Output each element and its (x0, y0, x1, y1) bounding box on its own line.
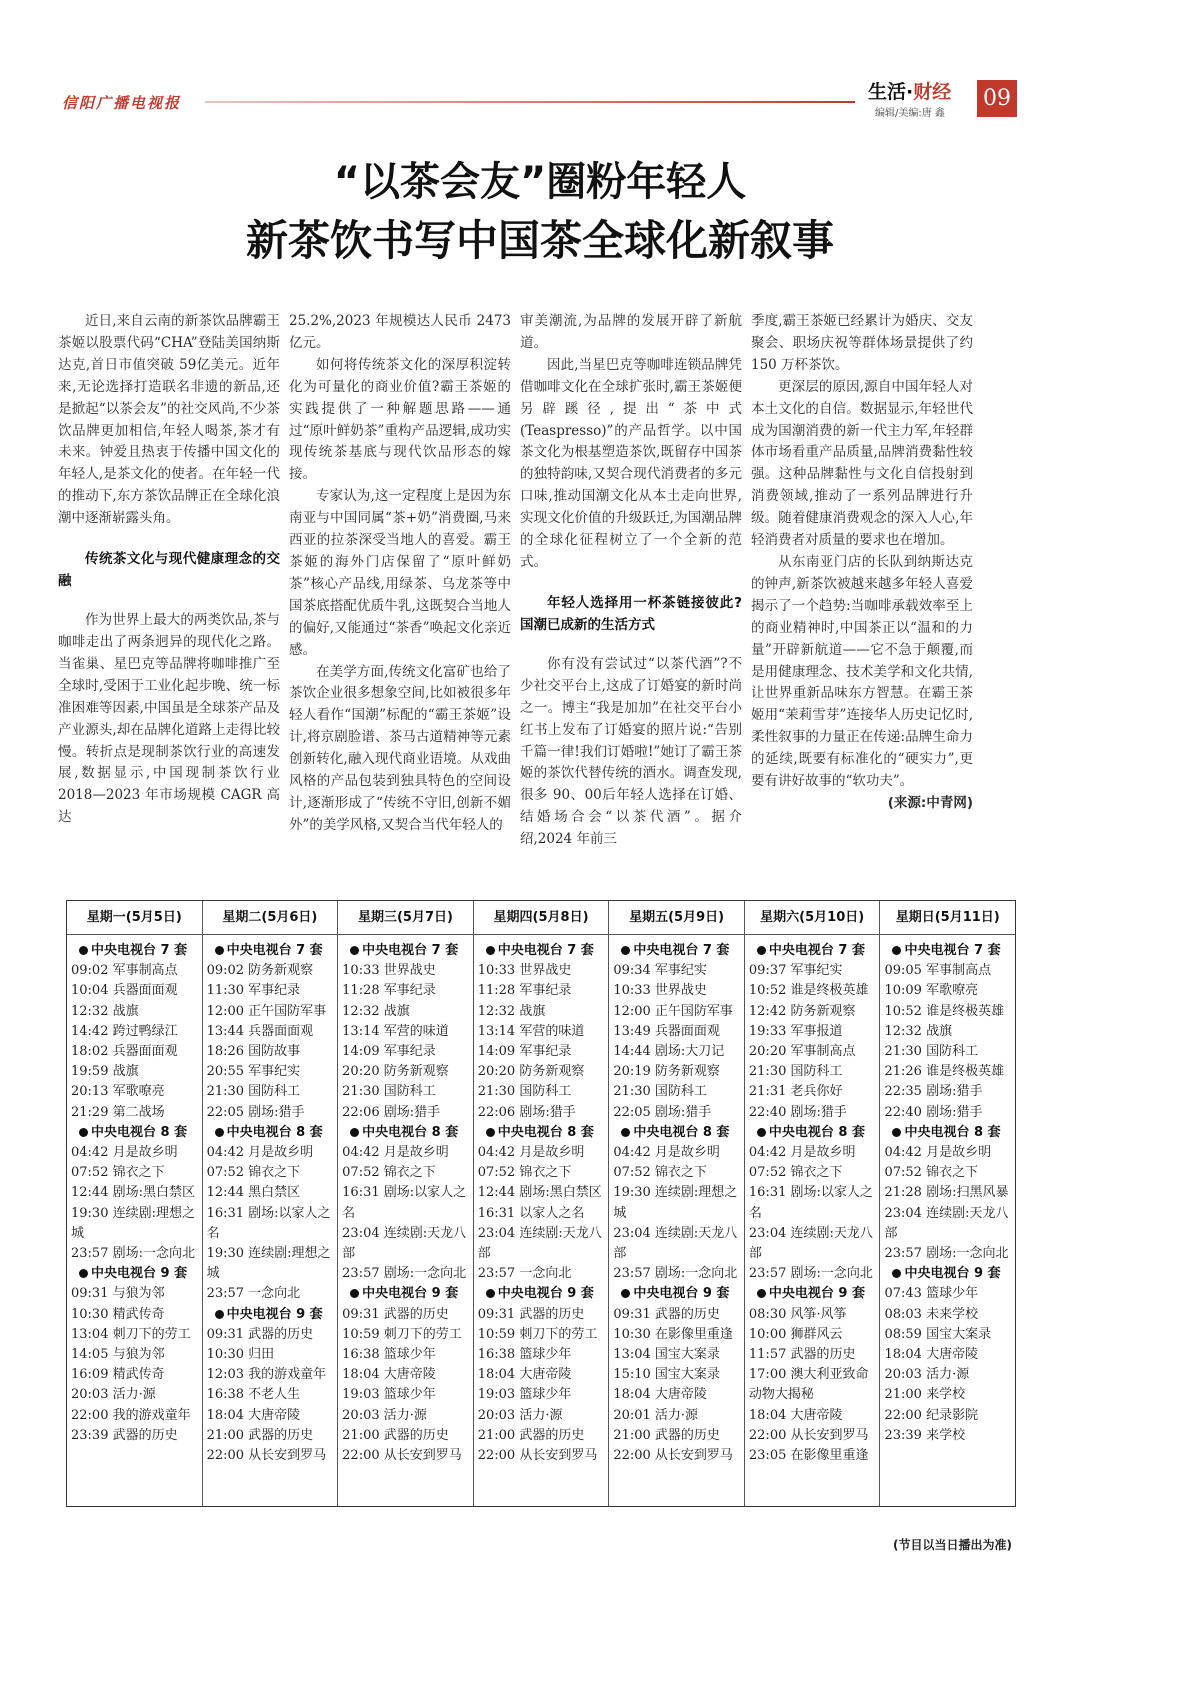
channel-heading (749, 941, 877, 961)
channel-heading (71, 941, 199, 961)
headline-line-1: “以茶会友”圈粉年轻人 (333, 159, 747, 205)
channel-name: 中央电视台 8 套 (91, 1124, 188, 1140)
article-paragraph: 在美学方面,传统文化富矿也给了茶饮企业很多想象空间,比如被很多年轻人看作“国潮”标配的“霸王茶姬”设计,将京剧脸谱、茶马古道精神等元素创新转化,融入现代商业语境。从戏曲风格的产品包装到独具特色的空间设计,逐渐形成了“传统不守旧,创新不媚外”的美学风格,又契合当代年轻人的 (289, 663, 511, 833)
program-item: 09:31 武器的历史 (342, 1306, 449, 1322)
newspaper-name: 信阳广播电视报 (62, 94, 182, 112)
article-column-4 (751, 311, 973, 815)
article-paragraph: 从东南亚门店的长队到纳斯达克的钟声,新茶饮被越来越多年轻人喜爱揭示了一个趋势:当咖啡承载效率至上的商业精神时,中国茶正以“温和的力量”开辟新航道——它不急于颠覆,而是用健康理念、技术美学和文化共情,让世界重新品味东方智慧。在霸王茶姬用“茉莉雪芽”连接华人历史记忆时,柔性叙事的力量正在传递:品牌生命力的延续,既要有标准化的“硬实力”,更要有讲好故事的“软功夫”。 (751, 553, 973, 790)
channel-heading (478, 941, 606, 961)
program-item: 22:05 剧场:猎手 (613, 1104, 712, 1120)
channel-name: 中央电视台 9 套 (904, 1266, 1001, 1282)
bullet-icon (892, 1269, 901, 1278)
program-item: 22:40 剧场:猎手 (884, 1104, 983, 1120)
program-item: 04:42 月是故乡明 (71, 1145, 178, 1161)
schedule-day-column (880, 901, 1015, 1506)
article-source: (来源:中青网) (887, 794, 973, 811)
program-item: 21:30 国防科工 (342, 1084, 436, 1100)
program-item: 12:44 黑白禁区 (206, 1185, 301, 1201)
schedule-day-header: 星期六(5月10日) (745, 901, 880, 935)
program-item: 12:44 剧场:黑白禁区 (477, 1185, 602, 1201)
bullet-icon (621, 1289, 630, 1298)
article-paragraph: 专家认为,这一定程度上是因为东南亚与中国同属“茶+奶”消费圈,马来西亚的拉茶深受当地人的喜爱。霸王茶姬的海外门店保留了“原叶鲜奶茶”核心产品线,用绿茶、乌龙茶等中国茶底搭配优质牛乳,这既契合当地人的偏好,又能通过“茶香”唤起文化亲近感。 (289, 488, 511, 658)
program-item: 14:44 剧场:大刀记 (613, 1044, 725, 1060)
program-item: 23:05 在影像里重逢 (748, 1448, 869, 1464)
schedule-day-column (609, 901, 745, 1506)
program-item: 16:38 不老人生 (206, 1387, 301, 1403)
program-item: 23:04 连续剧:天龙八部 (342, 1225, 467, 1262)
program-item: 10:33 世界战史 (342, 963, 436, 979)
article-paragraph: 如何将传统茶文化的深厚积淀转化为可量化的商业价值?霸王茶姬的实践提供了一种解题思路——通过“原叶鲜奶茶”重构产品逻辑,成功实现传统茶基底与现代饮品形态的嫁接。 (289, 356, 511, 483)
channel-heading (342, 1284, 470, 1304)
bullet-icon (486, 1289, 495, 1298)
tv-schedule-table (66, 900, 1016, 1507)
program-item: 19:30 连续剧:理想之城 (206, 1246, 331, 1282)
program-item: 09:31 武器的历史 (206, 1326, 314, 1342)
program-item: 11:28 军事纪录 (477, 983, 572, 999)
program-item: 20:03 活力·源 (71, 1387, 156, 1403)
program-item: 10:52 谁是终极英雄 (884, 1003, 1005, 1019)
program-item: 16:31 剧场:以家人之名 (748, 1185, 873, 1221)
program-item: 22:00 我的游戏童年 (71, 1407, 191, 1423)
program-item: 10:30 在影像里重逢 (613, 1326, 733, 1342)
channel-name: 中央电视台 7 套 (497, 943, 594, 958)
program-item: 21:00 武器的历史 (477, 1427, 585, 1443)
program-item: 23:57 剧场:一念向北 (748, 1266, 873, 1282)
article-subhead: 传统茶文化与现代健康理念的交融 (58, 551, 280, 590)
program-item: 14:09 军事纪录 (477, 1044, 572, 1060)
article-column-1 (58, 311, 280, 829)
masthead-divider (205, 101, 855, 103)
program-item: 10:33 世界战史 (477, 963, 572, 979)
program-item: 12:00 正午国防军事 (206, 1003, 327, 1019)
program-item: 20:19 防务新观察 (613, 1064, 720, 1080)
schedule-day-column (67, 901, 203, 1506)
program-item: 04:42 月是故乡明 (748, 1145, 856, 1161)
schedule-day-body (474, 935, 609, 1466)
program-item: 20:01 活力·源 (613, 1407, 699, 1423)
schedule-day-column (474, 901, 610, 1506)
program-item: 22:35 剧场:猎手 (884, 1084, 983, 1100)
schedule-day-body (67, 935, 202, 1446)
bullet-icon (350, 946, 359, 955)
article-paragraph: 因此,当星巴克等咖啡连锁品牌凭借咖啡文化在全球扩张时,霸王茶姬便另辟蹊径,提出“茶中式(Teaspresso)”的产品哲学。以中国茶文化为根基塑造茶饮,既留存中国茶的独特韵味,又契合现代消费者的多元口味,推动国潮文化从本土走向世界,实现文化价值的升级跃迁,为国潮品牌的全球化征程树立了一个全新的范式。 (520, 356, 742, 570)
channel-heading (613, 941, 741, 961)
program-item: 20:03 活力·源 (884, 1367, 970, 1383)
schedule-day-column (338, 901, 474, 1506)
program-item: 07:52 锦衣之下 (477, 1165, 572, 1181)
schedule-day-body (338, 935, 473, 1466)
program-item: 23:39 来学校 (884, 1427, 966, 1443)
program-item: 22:06 剧场:猎手 (477, 1104, 576, 1120)
editor-credit: 编辑/美编:唐 鑫 (875, 108, 945, 119)
program-item: 09:34 军事纪实 (613, 963, 707, 979)
program-item: 09:31 与狼为邻 (71, 1286, 165, 1302)
bullet-icon (757, 1128, 766, 1137)
program-item: 22:00 从长安到罗马 (748, 1427, 869, 1443)
program-item: 10:30 精武传奇 (71, 1306, 165, 1322)
bullet-icon (215, 1310, 224, 1319)
article-paragraph: 季度,霸王茶姬已经累计为婚庆、交友聚会、职场庆祝等群体场景提供了约 150 万杯茶饮。 (751, 313, 973, 373)
program-item: 20:20 防务新观察 (477, 1064, 585, 1080)
program-item: 22:05 剧场:猎手 (206, 1104, 305, 1120)
program-item: 18:04 大唐帝陵 (342, 1367, 436, 1383)
program-item: 23:57 剧场:一念向北 (613, 1266, 738, 1282)
program-item: 19:30 连续剧:理想之城 (71, 1205, 195, 1241)
channel-name: 中央电视台 7 套 (91, 943, 188, 958)
article-paragraph: 近日,来自云南的新茶饮品牌霸王茶姬以股票代码“CHA”登陆美国纳斯达克,首日市值突破 59亿美元。近年来,无论选择打造联名非遗的新品,还是掀起“以茶会友”的社交风尚,不少茶饮品牌更加相信,年轻人喝茶,茶才有未来。钟爱且热衷于传播中国文化的年轻人,是茶文化的使者。在年轻一代的推动下,东方茶饮品牌正在全球化浪潮中逐渐崭露头角。 (58, 313, 280, 527)
program-item: 21:30 国防科工 (477, 1084, 572, 1100)
bullet-icon (892, 1128, 901, 1137)
channel-name: 中央电视台 8 套 (226, 1124, 323, 1140)
bullet-icon (621, 946, 630, 955)
program-item: 13:44 兵器面面观 (206, 1023, 314, 1039)
channel-name: 中央电视台 7 套 (768, 943, 865, 958)
program-item: 04:42 月是故乡明 (613, 1145, 720, 1161)
program-item: 10:30 归田 (206, 1347, 275, 1363)
section-accent: 财经 (913, 81, 952, 103)
program-item: 21:00 武器的历史 (206, 1427, 314, 1443)
program-item: 07:52 锦衣之下 (748, 1165, 843, 1181)
program-item: 18:02 兵器面面观 (71, 1044, 178, 1060)
program-item: 23:57 一念向北 (206, 1286, 301, 1302)
program-item: 21:00 武器的历史 (342, 1427, 449, 1443)
program-item: 13:14 军营的味道 (477, 1023, 585, 1039)
schedule-day-header: 星期四(5月8日) (474, 901, 609, 935)
program-item: 21:29 第二战场 (71, 1104, 165, 1120)
program-item: 18:04 大唐帝陵 (884, 1347, 979, 1363)
program-item: 12:32 战旗 (71, 1003, 139, 1019)
program-item: 16:38 篮球少年 (477, 1347, 572, 1363)
program-item: 09:37 军事纪实 (748, 963, 843, 979)
schedule-day-body (203, 935, 338, 1466)
channel-heading (71, 1123, 199, 1143)
program-item: 04:42 月是故乡明 (884, 1145, 992, 1161)
program-item: 23:57 剧场:一念向北 (342, 1266, 467, 1282)
article-column-3 (520, 311, 742, 851)
channel-heading (478, 1123, 606, 1143)
program-item: 20:20 军事制高点 (748, 1044, 856, 1060)
channel-heading (884, 1264, 1012, 1284)
program-item: 19:03 篮球少年 (477, 1387, 572, 1403)
program-item: 09:31 武器的历史 (477, 1306, 585, 1322)
program-item: 20:03 活力·源 (477, 1407, 563, 1423)
article-paragraph: 审美潮流,为品牌的发展开辟了新航道。 (520, 313, 742, 351)
channel-name: 中央电视台 9 套 (633, 1286, 730, 1302)
program-item: 18:04 大唐帝陵 (206, 1407, 301, 1423)
program-item: 13:04 国宝大案录 (613, 1347, 720, 1363)
channel-heading (478, 1284, 606, 1304)
program-item: 16:31 剧场:以家人之名 (206, 1205, 331, 1241)
article-subhead: 年轻人选择用一杯茶链接彼此?国潮已成新的生活方式 (520, 594, 742, 633)
program-item: 23:39 武器的历史 (71, 1427, 178, 1443)
program-item: 10:00 狮群风云 (748, 1326, 843, 1342)
channel-name: 中央电视台 8 套 (904, 1124, 1001, 1140)
program-item: 18:04 大唐帝陵 (748, 1407, 843, 1423)
channel-heading (613, 1284, 741, 1304)
program-item: 14:42 跨过鸭绿江 (71, 1023, 178, 1039)
schedule-day-body (880, 935, 1015, 1446)
schedule-day-header: 星期一(5月5日) (67, 901, 202, 935)
program-item: 08:59 国宝大案录 (884, 1326, 992, 1342)
schedule-day-body (609, 935, 744, 1466)
program-item: 19:03 篮球少年 (342, 1387, 436, 1403)
program-item: 14:05 与狼为邻 (71, 1347, 165, 1363)
program-item: 14:09 军事纪录 (342, 1044, 436, 1060)
bullet-icon (350, 1128, 359, 1137)
article-paragraph: 更深层的原因,源自中国年轻人对本土文化的自信。数据显示,年轻世代成为国潮消费的新一代主力军,年轻群体市场看重产品质量,品牌消费黏性较强。这种品牌黏性与文化自信投射到消费领域,推动了一系列品牌进行升级。随着健康消费观念的深入人心,年轻消费者对质量的要求也在增加。 (751, 378, 973, 549)
channel-heading (613, 1123, 741, 1143)
program-item: 21:30 国防科工 (206, 1084, 301, 1100)
bullet-icon (215, 1128, 224, 1137)
channel-name: 中央电视台 7 套 (226, 943, 323, 958)
program-item: 10:52 谁是终极英雄 (748, 983, 869, 999)
program-item: 23:57 一念向北 (477, 1266, 572, 1282)
bullet-icon (215, 946, 224, 955)
program-item: 09:02 军事制高点 (71, 963, 178, 979)
channel-name: 中央电视台 9 套 (362, 1286, 459, 1302)
program-item: 20:20 防务新观察 (342, 1064, 449, 1080)
channel-heading (207, 1123, 335, 1143)
program-item: 09:02 防务新观察 (206, 963, 314, 979)
program-item: 11:57 武器的历史 (748, 1347, 856, 1363)
program-item: 16:31 剧场:以家人之名 (342, 1185, 467, 1221)
program-item: 07:52 锦衣之下 (71, 1165, 165, 1181)
schedule-day-header: 星期三(5月7日) (338, 901, 473, 935)
program-item: 18:04 大唐帝陵 (613, 1387, 707, 1403)
program-item: 22:00 纪录影院 (884, 1407, 979, 1423)
channel-name: 中央电视台 8 套 (633, 1124, 730, 1140)
program-item: 07:52 锦衣之下 (613, 1165, 707, 1181)
program-item: 10:59 刺刀下的劳工 (477, 1326, 598, 1342)
program-item: 19:30 连续剧:理想之城 (613, 1185, 738, 1221)
program-item: 21:30 国防科工 (613, 1084, 707, 1100)
bullet-icon (621, 1128, 630, 1137)
channel-heading (749, 1284, 877, 1304)
schedule-day-column (745, 901, 881, 1506)
program-item: 10:33 世界战史 (613, 983, 707, 999)
program-item: 23:04 连续剧:天龙八部 (613, 1225, 738, 1262)
channel-name: 中央电视台 8 套 (768, 1124, 865, 1140)
program-item: 12:32 战旗 (884, 1023, 953, 1039)
bullet-icon (79, 1128, 88, 1137)
channel-heading (884, 1123, 1012, 1143)
channel-name: 中央电视台 9 套 (497, 1286, 594, 1302)
channel-heading (342, 941, 470, 961)
program-item: 23:04 连续剧:天龙八部 (748, 1225, 873, 1262)
section-prefix: 生活· (868, 81, 914, 103)
program-item: 09:05 军事制高点 (884, 963, 992, 979)
program-item: 16:31 以家人之名 (477, 1205, 585, 1221)
program-item: 12:32 战旗 (477, 1003, 546, 1019)
program-item: 12:03 我的游戏童年 (206, 1367, 327, 1383)
program-item: 20:55 军事纪实 (206, 1064, 301, 1080)
program-item: 07:52 锦衣之下 (342, 1165, 436, 1181)
program-item: 13:14 军营的味道 (342, 1023, 449, 1039)
program-item: 07:52 锦衣之下 (884, 1165, 979, 1181)
channel-name: 中央电视台 8 套 (497, 1124, 594, 1140)
program-item: 21:00 武器的历史 (613, 1427, 720, 1443)
channel-name: 中央电视台 7 套 (362, 943, 459, 958)
channel-name: 中央电视台 9 套 (226, 1306, 323, 1322)
bullet-icon (892, 946, 901, 955)
program-item: 22:00 从长安到罗马 (613, 1448, 733, 1464)
program-item: 22:00 从长安到罗马 (342, 1448, 462, 1464)
channel-heading (884, 941, 1012, 961)
program-item: 16:38 篮球少年 (342, 1347, 436, 1363)
program-item: 22:06 剧场:猎手 (342, 1104, 441, 1120)
schedule-day-body (745, 935, 880, 1466)
program-item: 04:42 月是故乡明 (206, 1145, 314, 1161)
schedule-footnote: (节目以当日播出为准) (893, 1538, 1012, 1552)
bullet-icon (79, 1269, 88, 1278)
program-item: 23:57 剧场:一念向北 (71, 1246, 195, 1262)
channel-heading (749, 1123, 877, 1143)
article-paragraph: 25.2%,2023 年规模达人民币 2473亿元。 (289, 313, 511, 351)
channel-name: 中央电视台 7 套 (904, 943, 1001, 958)
program-item: 13:04 刺刀下的劳工 (71, 1326, 191, 1342)
article-paragraph: 作为世界上最大的两类饮品,茶与咖啡走出了两条迥异的现代化之路。当雀巢、星巴克等品牌将咖啡推广至全球时,受困于工业化起步晚、统一标准困难等因素,中国虽是全球茶产品及产业源头,却在品牌化道路上走得比较慢。转折点是现制茶饮行业的高速发展,数据显示,中国现制茶饮行业 2018—2023 年市场规模 CAGR 高达 (58, 612, 280, 826)
program-item: 18:26 国防故事 (206, 1044, 301, 1060)
program-item: 12:00 正午国防军事 (613, 1003, 733, 1019)
program-item: 22:00 从长安到罗马 (206, 1448, 327, 1464)
program-item: 21:30 国防科工 (884, 1044, 979, 1060)
section-title (868, 77, 951, 104)
program-item: 09:31 武器的历史 (613, 1306, 720, 1322)
program-item: 11:28 军事纪录 (342, 983, 436, 999)
article-paragraph: 你有没有尝试过“以茶代酒”?不少社交平台上,这成了订婚宴的新时尚之一。博主“我是加加”在社交平台小红书上发布了订婚宴的照片说:“告别千篇一律!我们订婚啦!”她订了霸王茶姬的茶饮代替传统的酒水。调查发现,很多 90、00后年轻人选择在订婚、结婚场合会“以茶代酒”。据介绍,2024 年前三 (520, 655, 742, 848)
program-item: 21:30 国防科工 (748, 1064, 843, 1080)
program-item: 04:42 月是故乡明 (477, 1145, 585, 1161)
schedule-day-header: 星期日(5月11日) (880, 901, 1015, 935)
program-item: 20:13 军歌嘹亮 (71, 1084, 165, 1100)
channel-name: 中央电视台 8 套 (362, 1124, 459, 1140)
program-item: 21:31 老兵你好 (748, 1084, 843, 1100)
program-item: 22:00 从长安到罗马 (477, 1448, 598, 1464)
program-item: 17:00 澳大利亚致命动物大揭秘 (748, 1367, 869, 1403)
schedule-day-header: 星期二(5月6日) (203, 901, 338, 935)
bullet-icon (486, 1128, 495, 1137)
bullet-icon (486, 946, 495, 955)
channel-heading (207, 1305, 335, 1325)
schedule-day-header: 星期五(5月9日) (609, 901, 744, 935)
program-item: 15:10 国宝大案录 (613, 1367, 720, 1383)
bullet-icon (757, 946, 766, 955)
channel-name: 中央电视台 9 套 (91, 1266, 188, 1282)
channel-name: 中央电视台 7 套 (633, 943, 730, 958)
schedule-day-column (203, 901, 339, 1506)
headline-line-2: 新茶饮书写中国茶全球化新叙事 (245, 216, 834, 265)
bullet-icon (79, 946, 88, 955)
program-item: 10:09 军歌嘹亮 (884, 983, 979, 999)
channel-heading (207, 941, 335, 961)
program-item: 23:04 连续剧:天龙八部 (477, 1225, 602, 1262)
page-number: 09 (977, 80, 1017, 117)
channel-heading (342, 1123, 470, 1143)
program-item: 23:04 连续剧:天龙八部 (884, 1205, 1009, 1241)
program-item: 19:59 战旗 (71, 1064, 139, 1080)
program-item: 08:03 未来学校 (884, 1306, 979, 1322)
bullet-icon (350, 1289, 359, 1298)
program-item: 18:04 大唐帝陵 (477, 1367, 572, 1383)
program-item: 12:44 剧场:黑白禁区 (71, 1185, 195, 1201)
program-item: 07:43 篮球少年 (884, 1286, 979, 1302)
channel-heading (71, 1264, 199, 1284)
program-item: 12:32 战旗 (342, 1003, 410, 1019)
program-item: 21:28 剧场:扫黑风暴 (884, 1185, 1009, 1201)
program-item: 16:09 精武传奇 (71, 1367, 165, 1383)
program-item: 11:30 军事纪录 (206, 983, 301, 999)
program-item: 23:57 剧场:一念向北 (884, 1246, 1009, 1262)
program-item: 21:26 谁是终极英雄 (884, 1064, 1005, 1080)
program-item: 13:49 兵器面面观 (613, 1023, 720, 1039)
program-item: 07:52 锦衣之下 (206, 1165, 301, 1181)
channel-name: 中央电视台 9 套 (768, 1286, 865, 1302)
article-column-2 (289, 311, 511, 837)
program-item: 20:03 活力·源 (342, 1407, 427, 1423)
program-item: 04:42 月是故乡明 (342, 1145, 449, 1161)
bullet-icon (757, 1289, 766, 1298)
program-item: 19:33 军事报道 (748, 1023, 843, 1039)
program-item: 22:40 剧场:猎手 (748, 1104, 847, 1120)
program-item: 10:59 刺刀下的劳工 (342, 1326, 462, 1342)
program-item: 10:04 兵器面面观 (71, 983, 178, 999)
program-item: 08:30 风筝·风筝 (748, 1306, 847, 1322)
program-item: 21:00 来学校 (884, 1387, 966, 1403)
program-item: 12:42 防务新观察 (748, 1003, 856, 1019)
